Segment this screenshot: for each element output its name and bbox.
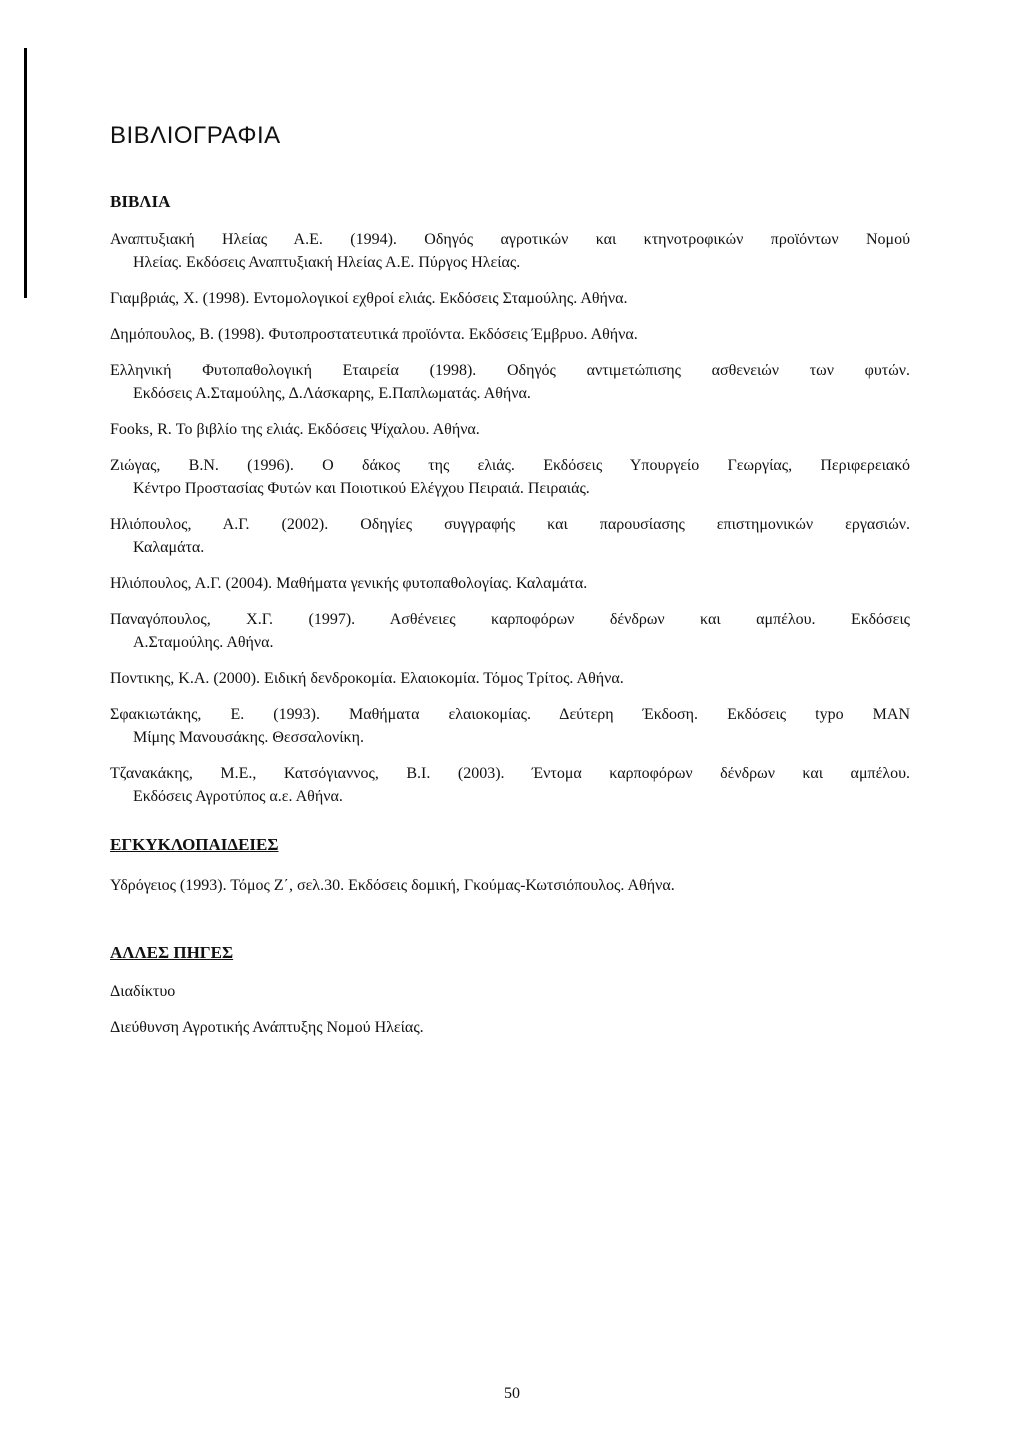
reference-line: Σφακιωτάκης, Ε. (1993). Μαθήματα ελαιοκομίας. Δεύτερη Έκδοση. Εκδόσεις typo MAN	[110, 706, 910, 723]
reference-continuation-line: Εκδόσεις Αγροτύπος α.ε. Αθήνα.	[133, 788, 343, 805]
reference-line: Ηλιόπουλος, Α.Γ. (2002). Οδηγίες συγγραφής και παρουσίασης επιστημονικών εργασιών.	[110, 516, 910, 533]
reference-line: Δημόπουλος, Β. (1998). Φυτοπροστατευτικά προϊόντα. Εκδόσεις Έμβρυο. Αθήνα.	[110, 326, 638, 343]
reference-entry	[110, 228, 910, 274]
reference-entry	[110, 454, 910, 500]
reference-line: Τζανακάκης, Μ.Ε., Κατσόγιαννος, Β.Ι. (2003). Έντομα καρποφόρων δένδρων και αμπέλου.	[110, 765, 910, 782]
reference-line: Υδρόγειος (1993). Τόμος Ζ΄, σελ.30. Εκδόσεις δομική, Γκούμας-Κωτσιόπουλος. Αθήνα.	[110, 877, 675, 894]
reference-entry	[110, 762, 910, 808]
reference-continuation-line: Καλαμάτα.	[133, 539, 205, 556]
section-heading-other-sources: ΑΛΛΕΣ ΠΗΓΕΣ	[110, 943, 234, 962]
reference-entry	[110, 418, 910, 441]
page-title: ΒΙΒΛΙΟΓΡΑΦΙΑ	[110, 122, 281, 149]
books-list	[110, 228, 910, 821]
reference-continuation-line: Ηλείας. Εκδόσεις Αναπτυξιακή Ηλείας Α.Ε. Πύργος Ηλείας.	[133, 254, 521, 271]
page-number: 50	[504, 1385, 520, 1402]
reference-entry	[110, 667, 910, 690]
section-heading-encyclopedias: ΕΓΚΥΚΛΟΠΑΙΔΕΙΕΣ	[110, 835, 279, 854]
reference-entry	[110, 703, 910, 749]
other-sources-list	[110, 980, 910, 1052]
reference-line: Ηλιόπουλος, Α.Γ. (2004). Μαθήματα γενικής φυτοπαθολογίας. Καλαμάτα.	[110, 575, 588, 592]
reference-entry	[110, 513, 910, 559]
reference-line: Ποντικης, Κ.Α. (2000). Ειδική δενδροκομία. Ελαιοκομία. Τόμος Τρίτος. Αθήνα.	[110, 670, 624, 687]
section-heading-books: ΒΙΒΛΙΑ	[110, 192, 171, 211]
reference-line: Παναγόπουλος, Χ.Γ. (1997). Ασθένειες καρποφόρων δένδρων και αμπέλου. Εκδόσεις	[110, 611, 910, 628]
reference-continuation-line: Α.Σταμούλης. Αθήνα.	[133, 634, 274, 651]
reference-continuation-line: Εκδόσεις Α.Σταμούλης, Δ.Λάσκαρης, Ε.Παπλωματάς. Αθήνα.	[133, 385, 531, 402]
reference-line: Γιαμβριάς, Χ. (1998). Εντομολογικοί εχθροί ελιάς. Εκδόσεις Σταμούλης. Αθήνα.	[110, 290, 628, 307]
encyclopedias-list	[110, 874, 910, 910]
reference-entry	[110, 359, 910, 405]
reference-line: Διεύθυνση Αγροτικής Ανάπτυξης Νομού Ηλείας.	[110, 1019, 424, 1036]
reference-entry	[110, 1016, 910, 1039]
reference-line: Διαδίκτυο	[110, 983, 176, 1000]
reference-entry	[110, 980, 910, 1003]
reference-entry	[110, 572, 910, 595]
reference-entry	[110, 287, 910, 310]
reference-entry	[110, 874, 910, 897]
reference-line: Fooks, R. Το βιβλίο της ελιάς. Εκδόσεις Ψίχαλου. Αθήνα.	[110, 421, 480, 438]
reference-continuation-line: Μίμης Μανουσάκης. Θεσσαλονίκη.	[133, 729, 364, 746]
reference-line: Ελληνική Φυτοπαθολογική Εταιρεία (1998). Οδηγός αντιμετώπισης ασθενειών των φυτών.	[110, 362, 910, 379]
margin-rule	[24, 48, 27, 298]
reference-entry	[110, 323, 910, 346]
reference-line: Αναπτυξιακή Ηλείας Α.Ε. (1994). Οδηγός αγροτικών και κτηνοτροφικών προϊόντων Νομού	[110, 231, 910, 248]
reference-entry	[110, 608, 910, 654]
reference-line: Ζιώγας, Β.Ν. (1996). Ο δάκος της ελιάς. Εκδόσεις Υπουργείο Γεωργίας, Περιφερειακό	[110, 457, 910, 474]
reference-continuation-line: Κέντρο Προστασίας Φυτών και Ποιοτικού Ελέγχου Πειραιά. Πειραιάς.	[133, 480, 590, 497]
